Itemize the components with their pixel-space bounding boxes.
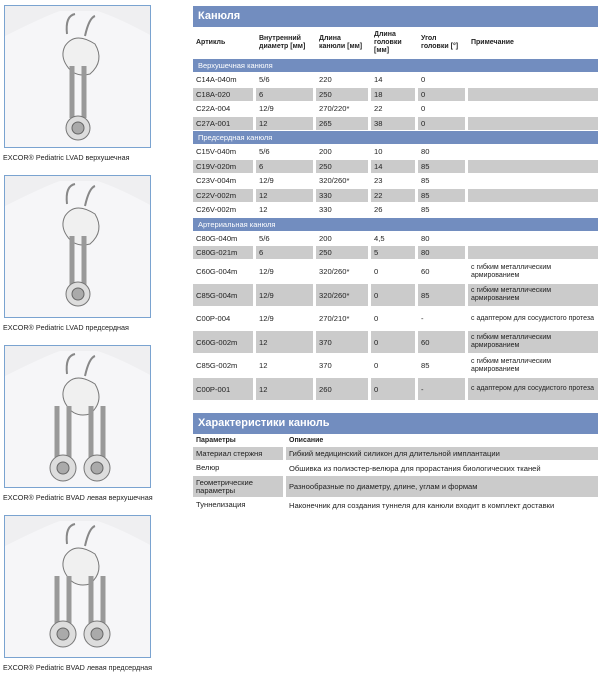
table-cell: 250 [316, 246, 368, 259]
table-row [193, 102, 598, 115]
characteristics-table [193, 413, 598, 513]
table-cell: с адаптером для сосудистого протеза [471, 314, 594, 322]
header-description: Описание [289, 437, 324, 444]
table-cell: 85 [421, 361, 430, 370]
table-row [193, 73, 598, 86]
table-cell: 12 [256, 189, 313, 202]
table-cell: 200 [319, 233, 332, 243]
table-cell: 270/220* [319, 104, 350, 113]
table-cell [468, 232, 598, 245]
table-row [193, 378, 598, 400]
table-cell: 320/260* [319, 267, 350, 276]
section-header: Артериальная канюля [193, 218, 598, 231]
implant-caption: EXCOR® Pediatric LVAD предсердная [3, 323, 129, 332]
implant-caption: EXCOR® Pediatric BVAD левая верхушечная [3, 493, 153, 502]
body-heart-pump-illustration [5, 6, 151, 148]
table-cell: C27A-001 [193, 117, 253, 130]
table-cell: C60G-004m [196, 267, 238, 276]
table-cell: с гибким металлическим армированием [468, 284, 598, 306]
table-cell: 320/260* [316, 284, 368, 306]
table-cell: 0 [371, 284, 415, 306]
table-cell: 0 [418, 117, 465, 130]
implant-illustration-2 [4, 175, 151, 318]
table-cell: C23V-004m [196, 176, 237, 185]
table-cell: C15V-040m [196, 147, 237, 156]
table-cell: 10 [374, 147, 383, 156]
table-cell: 85 [418, 284, 465, 306]
table-cell: C80G-021m [193, 246, 253, 259]
table-cell: 5/6 [259, 75, 270, 84]
column-header: Артикль [196, 38, 226, 46]
table-cell: 22 [374, 104, 383, 113]
table-cell: 26 [374, 205, 383, 214]
column-header: Внутренний диаметр [мм] [259, 34, 306, 50]
section-header: Верхушечная канюля [193, 59, 598, 72]
table-cell: 0 [374, 361, 379, 370]
table-cell: C22A-004 [196, 104, 231, 113]
table-cell: 260 [316, 378, 368, 400]
table-cell: 12 [256, 378, 313, 400]
table-cell: C85G-002m [196, 361, 238, 370]
table-row [193, 174, 598, 187]
table-cell: C00P-004 [196, 314, 231, 323]
parameter-cell: Велюр [196, 463, 220, 472]
table-cell: 85 [418, 189, 465, 202]
table-cell: 5/6 [259, 233, 270, 243]
cannula-header-row [193, 27, 598, 58]
table-cell: 22 [371, 189, 415, 202]
table-cell: 60 [421, 267, 430, 276]
description-cell: Наконечник для создания туннеля для канюли входит в комплект доставки [289, 500, 555, 510]
parameter-cell: Геометрические параметры [193, 476, 283, 497]
table-cell: C22V-002m [193, 189, 253, 202]
description-cell: Гибкий медицинский силикон для длительной имплантации [286, 447, 598, 460]
table-cell [468, 73, 598, 86]
table-cell: 0 [371, 378, 415, 400]
table-cell: с гибким металлическим армированием [471, 357, 552, 373]
table-cell: 330 [319, 205, 332, 214]
table-row [193, 189, 598, 202]
characteristics-title: Характеристики канюль [193, 413, 598, 434]
description-cell: Разнообразные по диаметру, длине, углам и формам [286, 476, 598, 497]
table-cell: 12/9 [256, 284, 313, 306]
table-row [193, 447, 598, 460]
table-cell: C26V-002m [196, 205, 237, 214]
table-cell: 4,5 [374, 233, 385, 243]
table-cell: 6 [256, 88, 313, 101]
table-cell: 14 [371, 160, 415, 173]
implant-illustration-3 [4, 345, 151, 488]
body-heart-pump-illustration [5, 176, 151, 318]
table-cell: 0 [421, 75, 426, 84]
table-cell: 80 [421, 233, 430, 243]
table-cell: 5/6 [259, 147, 270, 156]
table-row [193, 284, 598, 306]
table-cell: 220 [319, 75, 332, 84]
table-cell: 6 [256, 160, 313, 173]
table-cell: 12/9 [259, 267, 274, 276]
header-parameters: Параметры [196, 436, 236, 444]
table-cell [468, 88, 598, 101]
table-cell [468, 145, 598, 158]
table-cell: 18 [371, 88, 415, 101]
table-cell: 85 [418, 160, 465, 173]
table-cell: 12/9 [259, 314, 274, 323]
table-cell: 0 [374, 267, 379, 276]
table-row [193, 88, 598, 101]
table-cell: 85 [421, 205, 430, 214]
table-cell: 23 [374, 176, 383, 185]
table-cell: 370 [316, 331, 368, 353]
table-row [193, 355, 598, 377]
table-cell: 85 [421, 176, 430, 185]
table-row [193, 499, 598, 512]
body-heart-pump-illustration [5, 346, 151, 488]
table-row [193, 331, 598, 353]
table-cell: 265 [316, 117, 368, 130]
table-cell: 80 [421, 147, 430, 156]
table-cell: с адаптером для сосудистого протеза [468, 378, 598, 400]
table-cell: 330 [316, 189, 368, 202]
table-row [193, 462, 598, 475]
characteristics-header-row [193, 434, 598, 447]
table-cell: 12 [256, 117, 313, 130]
table-cell [468, 203, 598, 216]
table-row [193, 308, 598, 330]
table-cell: 250 [316, 88, 368, 101]
table-cell: 0 [374, 314, 379, 323]
table-cell: 12/9 [259, 104, 274, 113]
table-cell [468, 117, 598, 130]
table-cell: C18A-020 [193, 88, 253, 101]
table-cell: 12 [256, 331, 313, 353]
implant-caption: EXCOR® Pediatric LVAD верхушечная [3, 153, 130, 162]
cannula-table [193, 6, 598, 402]
column-header: Угол головки [°] [421, 34, 459, 50]
body-heart-pump-illustration [5, 516, 151, 658]
table-cell: 14 [374, 75, 383, 84]
table-row [193, 203, 598, 216]
table-row [193, 232, 598, 245]
table-cell: 60 [418, 331, 465, 353]
table-cell [468, 246, 598, 259]
table-cell: C19V-020m [193, 160, 253, 173]
implant-caption: EXCOR® Pediatric BVAD левая предсердная [3, 663, 153, 672]
table-cell: 250 [316, 160, 368, 173]
table-cell: 5 [371, 246, 415, 259]
column-header: Длина канюли [мм] [319, 34, 363, 50]
table-cell [468, 160, 598, 173]
table-cell: C14A-040m [196, 75, 237, 84]
table-cell: - [418, 378, 465, 400]
table-cell: C60G-002m [193, 331, 253, 353]
table-cell: 38 [371, 117, 415, 130]
column-header: Примечание [471, 38, 514, 46]
table-cell: - [421, 314, 424, 323]
table-cell: 12 [259, 361, 268, 370]
column-header: Длина головки [мм] [374, 30, 402, 54]
table-cell: 320/260* [319, 176, 350, 185]
parameter-cell: Туннелизация [196, 500, 246, 509]
table-cell: 12/9 [259, 176, 274, 185]
table-cell: 270/210* [319, 314, 350, 323]
table-cell [468, 189, 598, 202]
table-cell: C80G-040m [196, 233, 238, 243]
table-cell: 0 [418, 88, 465, 101]
table-cell: с гибким металлическим армированием [468, 331, 598, 353]
table-cell: 200 [319, 147, 332, 156]
section-header: Предсердная канюля [193, 131, 598, 144]
implant-illustration-1 [4, 5, 151, 148]
table-cell [468, 102, 598, 115]
parameter-cell: Материал стержня [193, 447, 283, 460]
table-cell: 6 [256, 246, 313, 259]
table-cell [468, 174, 598, 187]
implant-illustration-4 [4, 515, 151, 658]
table-row [193, 145, 598, 158]
table-cell: C85G-004m [193, 284, 253, 306]
table-cell: 0 [371, 331, 415, 353]
table-row [193, 117, 598, 130]
description-cell: Обшивка из полиэстер-велюра для прорастания биологических тканей [289, 463, 541, 473]
table-row [193, 160, 598, 173]
table-row [193, 246, 598, 259]
table-cell: 80 [418, 246, 465, 259]
table-cell: с гибким металлическим армированием [471, 263, 552, 279]
cannula-title: Канюля [193, 6, 598, 27]
table-row [193, 476, 598, 497]
table-cell: C00P-001 [193, 378, 253, 400]
table-row [193, 261, 598, 283]
table-cell: 12 [259, 205, 268, 214]
table-cell: 0 [421, 104, 426, 113]
table-cell: 370 [319, 361, 332, 370]
